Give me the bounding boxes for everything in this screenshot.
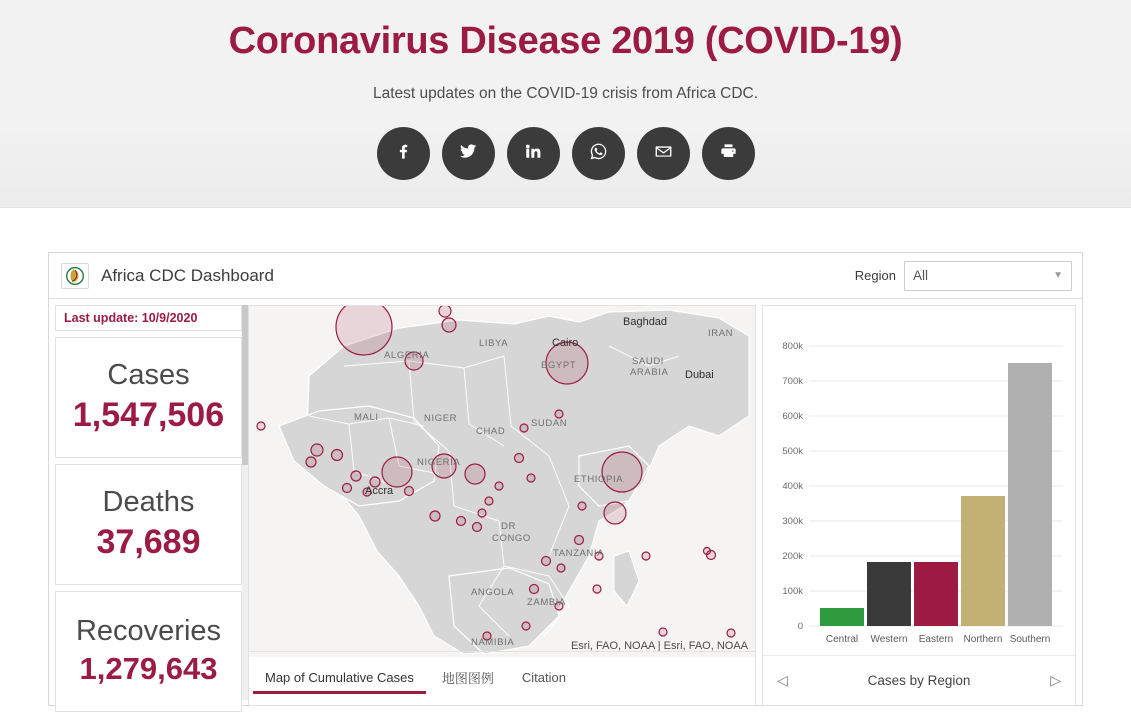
- map-label-cairo: Cairo: [552, 337, 579, 349]
- svg-text:Southern: Southern: [1009, 634, 1051, 645]
- map-label-dr: DR: [501, 521, 516, 532]
- map-label-libya: LIBYA: [479, 338, 509, 349]
- map-tabs: [249, 651, 755, 705]
- region-filter-label: Region: [854, 268, 896, 283]
- map-label-dubai: Dubai: [685, 369, 714, 381]
- region-filter-select[interactable]: [904, 261, 1072, 291]
- map-label-egypt: EGYPT: [541, 360, 577, 371]
- email-share-button[interactable]: [637, 127, 690, 180]
- chart-prev-button[interactable]: ◁: [777, 672, 788, 688]
- tab-citation[interactable]: Citation: [521, 669, 566, 685]
- dashboard-toolbar: [49, 253, 1082, 299]
- page-title: Coronavirus Disease 2019 (COVID-19): [228, 20, 903, 62]
- section-divider: [0, 207, 1131, 252]
- svg-text:200k: 200k: [782, 551, 803, 562]
- map-attribution: Esri, FAO, NOAA | Esri, FAO, NOAA: [568, 639, 751, 653]
- tab-map-of-cumulative-cases[interactable]: Map of Cumulative Cases: [253, 664, 426, 694]
- map-label-algeria: ALGERIA: [384, 350, 430, 361]
- whatsapp-share-button[interactable]: [572, 127, 625, 180]
- map-label-mali: MALI: [354, 412, 379, 423]
- svg-text:Northern: Northern: [963, 634, 1003, 645]
- chevron-down-icon: ▼: [1053, 270, 1063, 281]
- page-header: [0, 0, 1131, 207]
- cumulative-cases-map[interactable]: [249, 306, 755, 657]
- stat-label: Deaths: [102, 486, 195, 519]
- map-label-saudi: SAUDI: [632, 356, 665, 367]
- svg-text:800k: 800k: [782, 341, 803, 352]
- map-label-arabia: ARABIA: [630, 367, 669, 378]
- cases-by-region-chart[interactable]: [763, 318, 1075, 655]
- linkedin-icon: [524, 142, 542, 165]
- statistics-column: [49, 299, 248, 706]
- map-label-iran: IRAN: [708, 328, 734, 339]
- africa-cdc-dashboard: [48, 252, 1083, 706]
- stat-value: 1,547,506: [72, 395, 225, 434]
- print-icon: [719, 142, 738, 166]
- svg-text:Western: Western: [870, 634, 908, 645]
- svg-text:100k: 100k: [782, 586, 803, 597]
- map-graphic: [249, 306, 755, 657]
- share-buttons: [0, 127, 1131, 180]
- bar-chart-graphic: [763, 318, 1085, 655]
- cases-by-region-panel: [762, 305, 1076, 706]
- svg-text:Central: Central: [825, 634, 859, 645]
- map-label-congo: CONGO: [492, 533, 531, 544]
- map-label-sudan: SUDAN: [531, 418, 568, 429]
- twitter-share-button[interactable]: [442, 127, 495, 180]
- twitter-icon: [458, 141, 478, 166]
- svg-text:0: 0: [797, 621, 803, 632]
- linkedin-share-button[interactable]: [507, 127, 560, 180]
- stat-value: 1,279,643: [79, 651, 218, 687]
- print-button[interactable]: [702, 127, 755, 180]
- map-label-chad: CHAD: [476, 426, 506, 437]
- map-panel: [248, 305, 756, 706]
- last-update-badge: Last update: 10/9/2020: [55, 305, 242, 331]
- stat-card-cases: [55, 337, 242, 458]
- dashboard-body: [49, 299, 1082, 706]
- map-label-ethiopia: ETHIOPIA: [574, 474, 624, 485]
- map-label-angola: ANGOLA: [471, 587, 515, 598]
- tab-map-legend[interactable]: 地图图例: [441, 670, 494, 686]
- chart-next-button[interactable]: ▷: [1050, 672, 1061, 688]
- map-label-zambia: ZAMBIA: [527, 597, 566, 608]
- facebook-icon: [394, 142, 413, 166]
- chart-footer: [763, 655, 1075, 705]
- svg-text:300k: 300k: [782, 516, 803, 527]
- page-subtitle: Latest updates on the COVID-19 crisis from Africa CDC.: [372, 85, 759, 102]
- svg-text:Eastern: Eastern: [918, 634, 954, 645]
- map-label-nigeria: NIGERIA: [417, 457, 461, 468]
- stat-value: 37,689: [96, 522, 201, 561]
- map-label-namibia: NAMIBIA: [471, 637, 515, 648]
- dashboard-title: Africa CDC Dashboard: [101, 265, 274, 285]
- email-icon: [654, 142, 673, 166]
- facebook-share-button[interactable]: [377, 127, 430, 180]
- africa-cdc-logo-icon: [61, 263, 89, 289]
- stat-card-deaths: [55, 464, 242, 585]
- map-label-accra: Accra: [365, 485, 394, 497]
- region-filter-value: All: [913, 268, 929, 283]
- map-label-tanzania: TANZANIA: [553, 548, 605, 559]
- stat-label: Recoveries: [75, 614, 222, 647]
- svg-text:600k: 600k: [782, 411, 803, 422]
- stat-card-recoveries: [55, 591, 242, 712]
- stat-label: Cases: [107, 359, 190, 392]
- svg-text:700k: 700k: [782, 376, 803, 387]
- map-label-baghdad: Baghdad: [623, 316, 668, 328]
- svg-text:400k: 400k: [782, 481, 803, 492]
- svg-text:500k: 500k: [782, 446, 803, 457]
- chart-title: Cases by Region: [867, 673, 971, 688]
- whatsapp-icon: [589, 142, 608, 166]
- map-label-niger: NIGER: [424, 413, 458, 424]
